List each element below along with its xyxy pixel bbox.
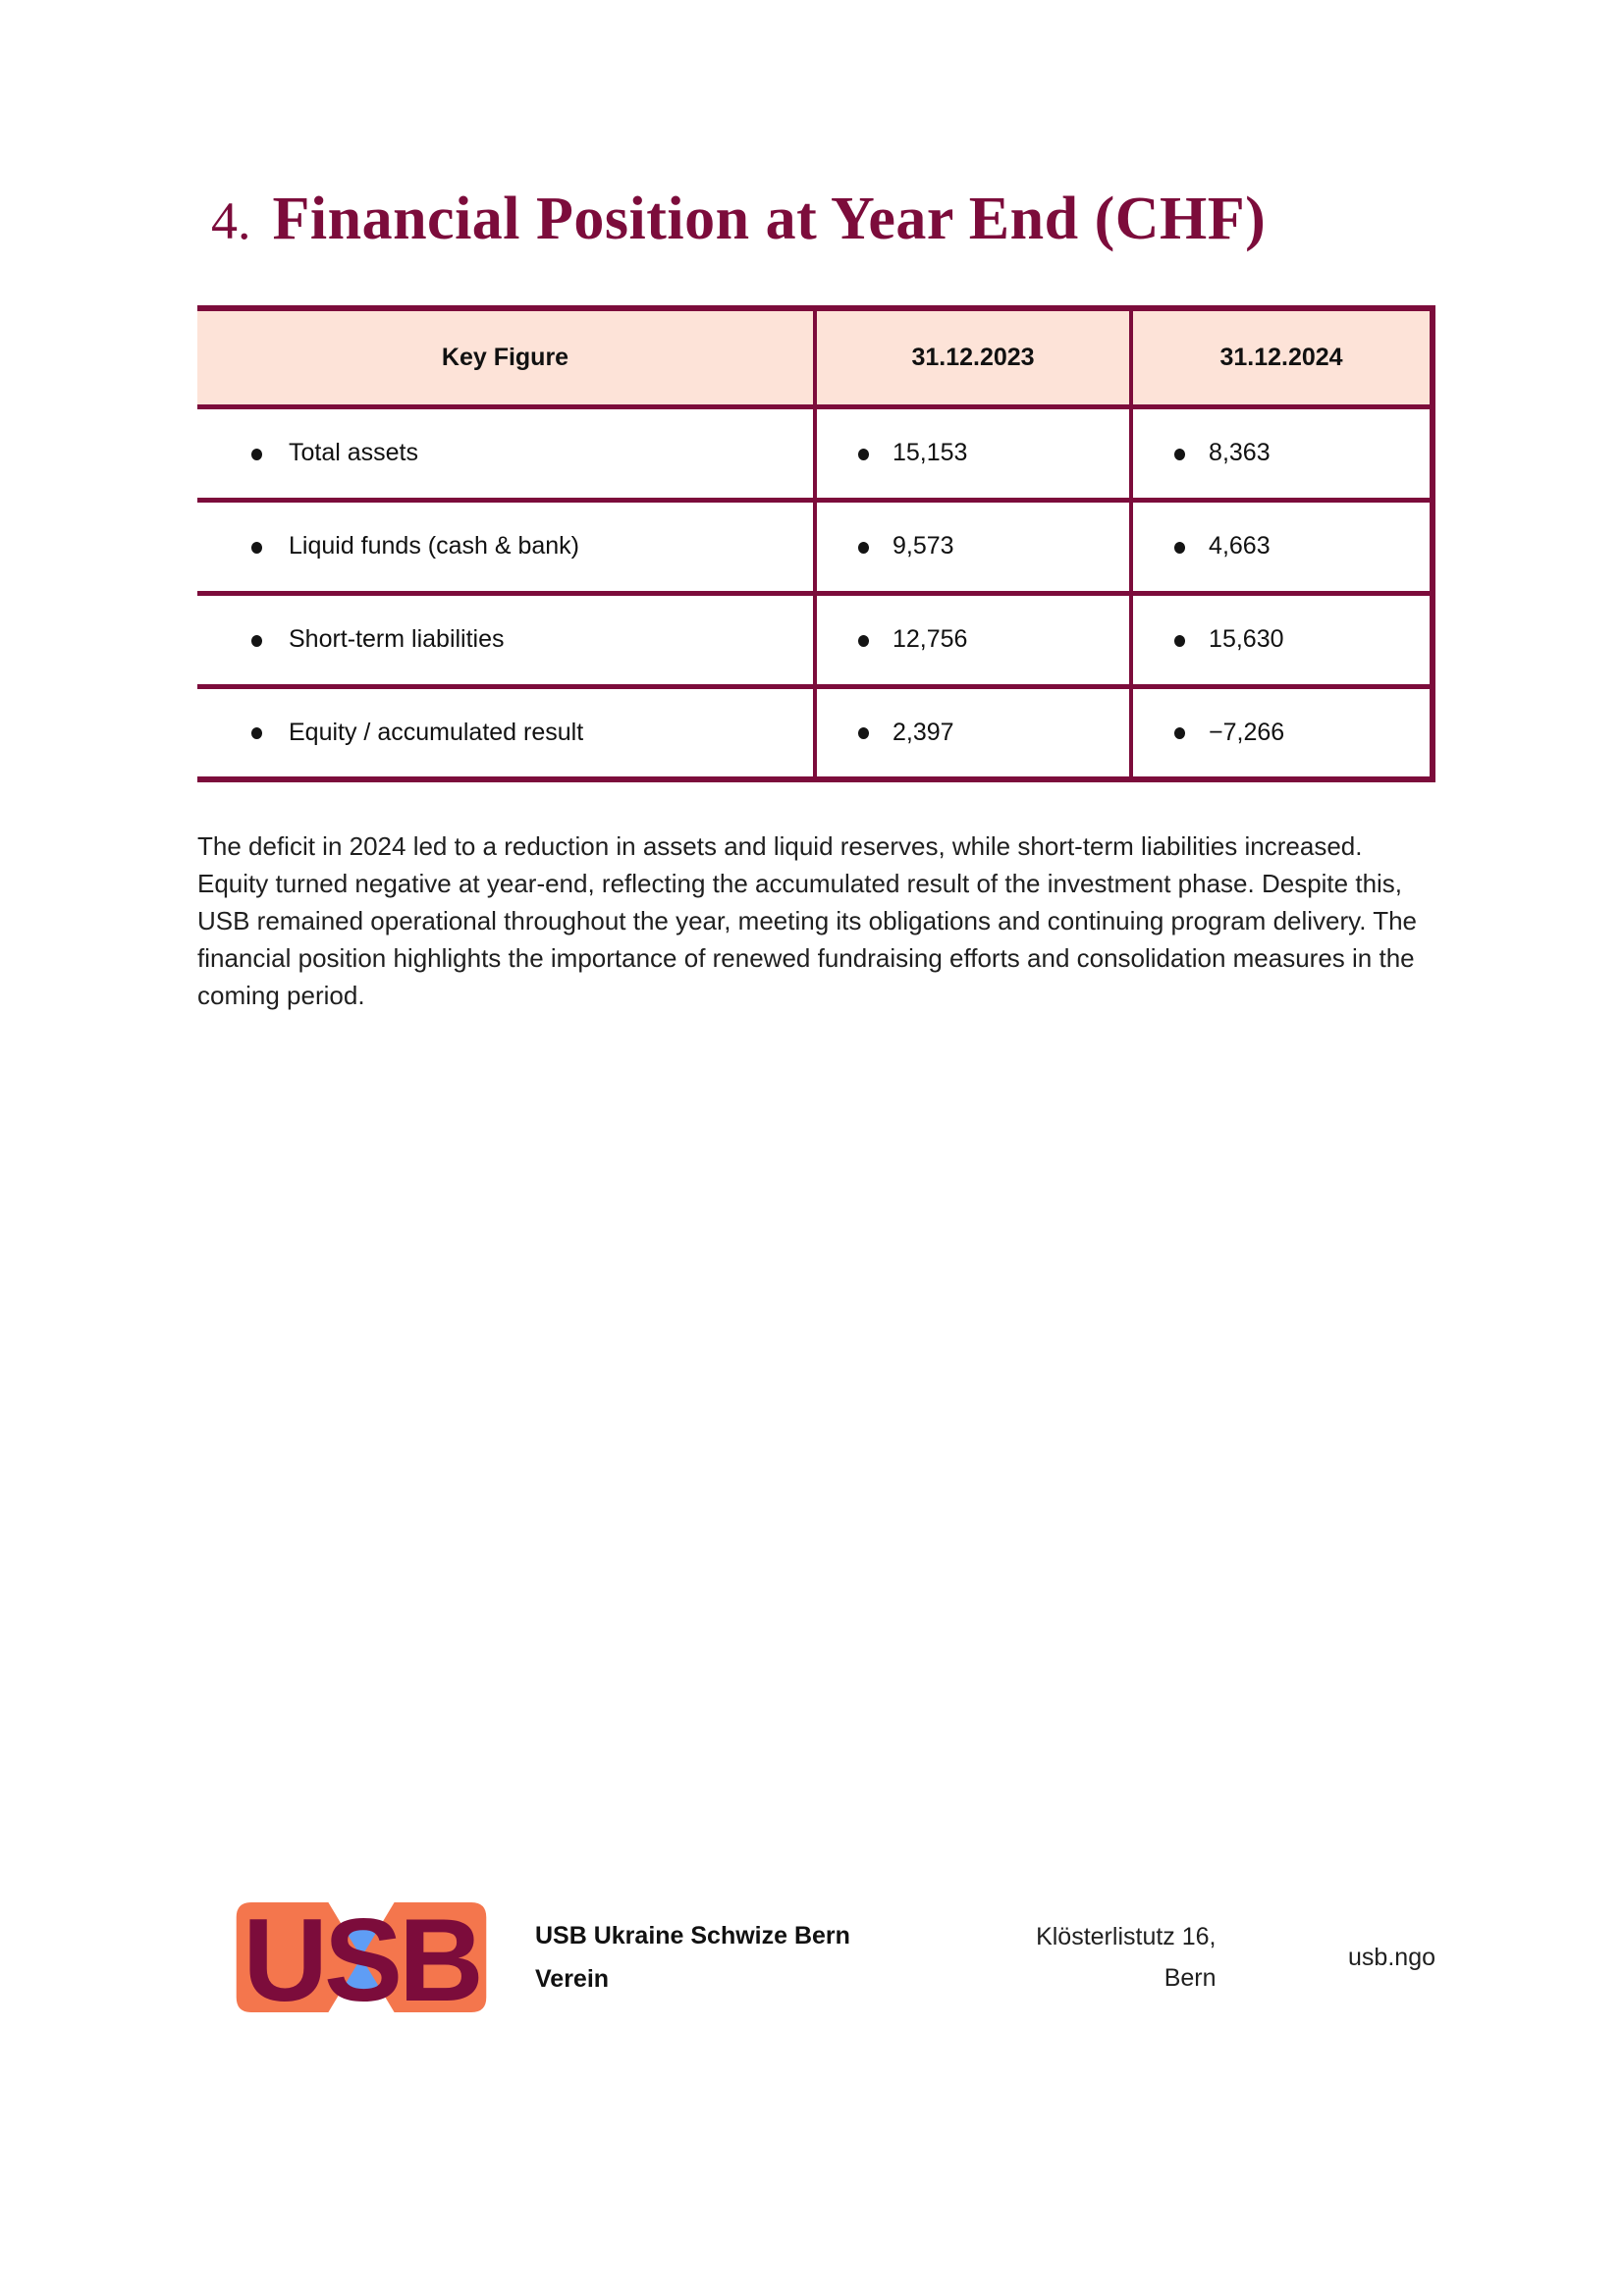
table-row <box>197 593 1433 686</box>
organization-address <box>922 1916 1217 1999</box>
row-label-cell <box>197 500 815 593</box>
bullet-icon <box>1174 727 1185 739</box>
value-cell-2024 <box>1131 686 1433 779</box>
bullet-icon <box>251 727 262 739</box>
section-number: 4. <box>211 191 251 250</box>
value-2024: 8,363 <box>1209 439 1271 466</box>
value-cell-2024 <box>1131 406 1433 500</box>
row-label-cell <box>197 686 815 779</box>
row-label-cell <box>197 406 815 500</box>
bullet-icon <box>858 449 869 460</box>
organization-name: USB Ukraine Schwize Bern Verein <box>535 1922 850 1993</box>
page-footer <box>197 1902 1435 2012</box>
value-2023: 9,573 <box>893 532 954 560</box>
column-header-2024: 31.12.2024 <box>1131 308 1433 406</box>
value-cell-2024 <box>1131 593 1433 686</box>
bullet-icon <box>1174 635 1185 647</box>
table-row <box>197 500 1433 593</box>
table-row <box>197 686 1433 779</box>
row-label: Equity / accumulated result <box>289 718 584 746</box>
page-content <box>197 185 1435 1014</box>
bullet-icon <box>251 635 262 647</box>
value-2024: 4,663 <box>1209 532 1271 560</box>
row-label: Short-term liabilities <box>289 625 505 653</box>
bullet-icon <box>858 635 869 647</box>
website-link[interactable]: usb.ngo <box>1348 1943 1435 1971</box>
row-label-cell <box>197 593 815 686</box>
bullet-icon <box>1174 449 1185 460</box>
value-cell-2023 <box>815 406 1131 500</box>
value-2023: 12,756 <box>893 625 968 653</box>
value-2023: 15,153 <box>893 439 968 466</box>
row-label: Total assets <box>289 439 419 466</box>
address-line-2: Bern <box>1163 1964 1217 1992</box>
commentary-paragraph: The deficit in 2024 led to a reduction in assets and liquid reserves, while short-term liabilities increased. Equity turned negative at year-end, reflecting the accumulated result of the investment phase. Despite this, USB remained operational throughout the year, meeting its obligations and continuing program delivery. The financial position highlights the importance of renewed fundraising efforts and consolidation measures in the coming period. <box>197 831 1418 1010</box>
usb-logo <box>233 1902 490 2012</box>
logo-letters: USB <box>243 1902 480 2012</box>
value-cell-2023 <box>815 593 1131 686</box>
bullet-icon <box>1174 542 1185 554</box>
row-label: Liquid funds (cash & bank) <box>289 532 580 560</box>
value-cell-2024 <box>1131 500 1433 593</box>
value-2023: 2,397 <box>893 718 954 746</box>
bullet-icon <box>251 449 262 460</box>
value-cell-2023 <box>815 500 1131 593</box>
value-2024: 15,630 <box>1209 625 1284 653</box>
key-figures-table <box>197 305 1435 782</box>
table-header-row <box>197 308 1433 406</box>
address-line-1: Klösterlistutz 16, <box>1036 1923 1217 1950</box>
bullet-icon <box>251 542 262 554</box>
page-title <box>211 185 1435 254</box>
bullet-icon <box>858 727 869 739</box>
section-title-text: Financial Position at Year End (CHF) <box>272 186 1267 252</box>
column-header-2023: 31.12.2023 <box>815 308 1131 406</box>
bullet-icon <box>858 542 869 554</box>
value-2024: −7,266 <box>1209 718 1285 746</box>
table-row <box>197 406 1433 500</box>
value-cell-2023 <box>815 686 1131 779</box>
column-header-key-figure: Key Figure <box>197 308 815 406</box>
